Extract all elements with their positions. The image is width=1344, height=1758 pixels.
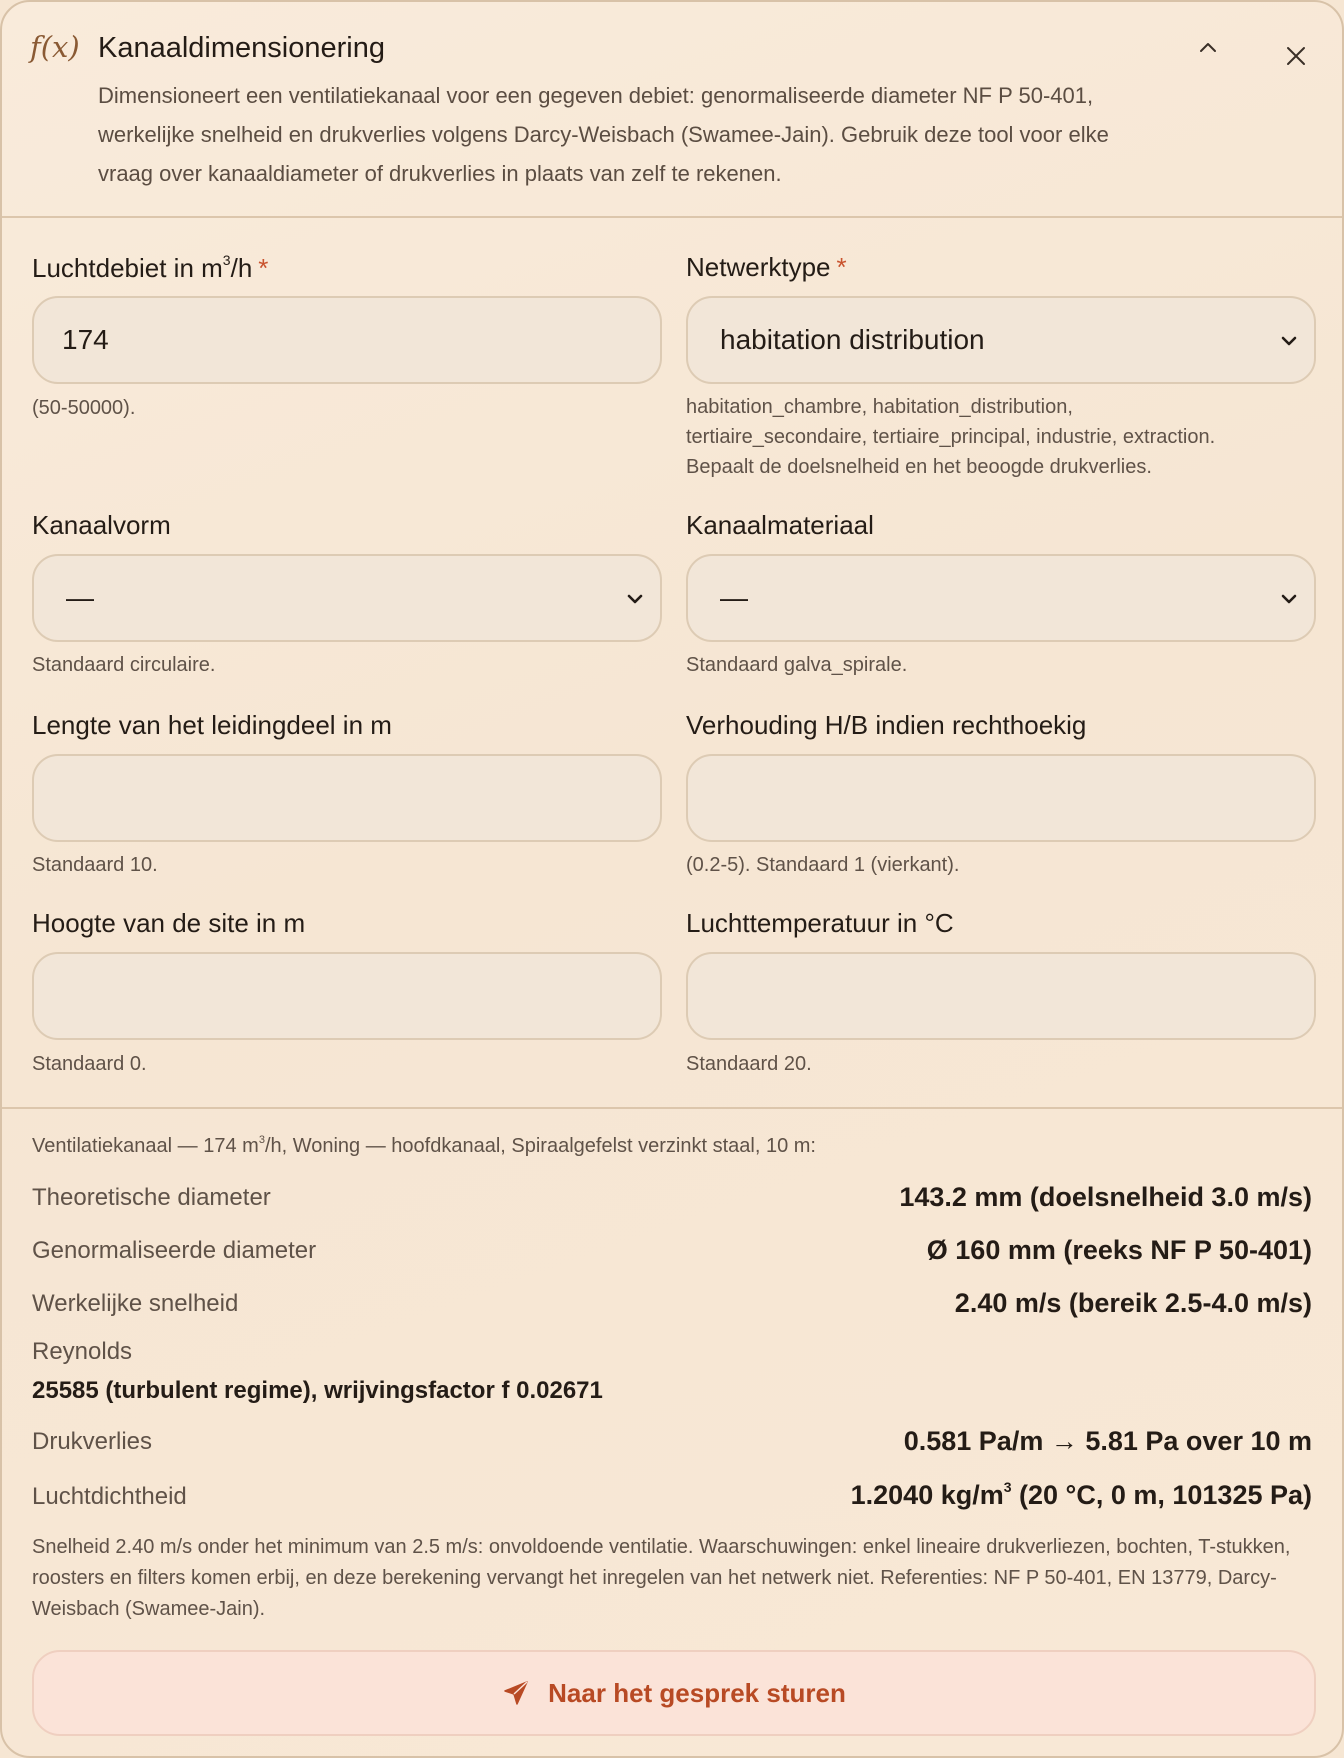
airflow-label-suffix: /h [230, 253, 253, 283]
ratio-label: Verhouding H/B indien rechthoekig [686, 710, 1087, 740]
air-density-value [851, 1479, 1312, 1511]
material-label: Kanaalmateriaal [686, 510, 874, 540]
altitude-input[interactable] [32, 952, 662, 1040]
airflow-hint: (50-50000). [32, 397, 136, 419]
material-hint: Standaard galva_spirale. [686, 654, 908, 676]
air-density-value-sup: 3 [1003, 1479, 1012, 1495]
length-hint: Standaard 10. [32, 854, 158, 876]
results-intro [32, 1134, 816, 1158]
required-mark: * [258, 253, 269, 283]
send-to-chat-button[interactable] [32, 1650, 1316, 1736]
actual-velocity-value: 2.40 m/s (bereik 2.5-4.0 m/s) [954, 1288, 1312, 1318]
airflow-label-sup: 3 [222, 252, 231, 268]
chevron-down-icon [624, 588, 646, 610]
network-hint-line: Bepaalt de doelsnelheid en het beoogde drukverlies. [686, 456, 1152, 478]
temperature-label: Luchttemperatuur in °C [686, 908, 954, 938]
air-density-label: Luchtdichtheid [32, 1483, 187, 1510]
collapse-button[interactable] [1192, 32, 1224, 64]
temperature-input[interactable] [686, 952, 1316, 1040]
close-icon [1285, 45, 1307, 67]
network-select-value: habitation distribution [720, 324, 985, 355]
results-intro-suffix: /h, Woning — hoofdkanaal, Spiraalgefelst verzinkt staal, 10 m: [264, 1135, 816, 1157]
temperature-hint: Standaard 20. [686, 1053, 812, 1075]
airflow-input[interactable] [32, 296, 662, 384]
network-hint [686, 392, 1215, 482]
ratio-hint: (0.2-5). Standaard 1 (vierkant). [686, 854, 960, 876]
chevron-down-icon [1278, 588, 1300, 610]
warning-text: Snelheid 2.40 m/s onder het minimum van 2.5 m/s: onvoldoende ventilatie. Waarschuwingen: enkel lineaire drukverliezen, bochten, T-stukken, roosters en filters komen erbij, en deze berekening vervangt het inregelen van het netwerk niet. Referenties: NF P 50-401, EN 13779, Darcy-Weisbach (Swamee-Jain). [32, 1536, 1291, 1620]
normalized-diameter-value: Ø 160 mm (reeks NF P 50-401) [926, 1235, 1312, 1265]
ratio-input[interactable] [686, 754, 1316, 842]
send-icon [502, 1679, 530, 1707]
results-divider [2, 1107, 1342, 1109]
network-hint-line: habitation_chambre, habitation_distribution, [686, 396, 1073, 418]
required-mark: * [836, 252, 847, 282]
send-button-label: Naar het gesprek sturen [548, 1677, 846, 1708]
material-select-value: — [720, 582, 748, 613]
shape-hint: Standaard circulaire. [32, 654, 216, 676]
material-select[interactable] [686, 554, 1316, 642]
pressure-loss-value: 0.581 Pa/m → 5.81 Pa over 10 m [903, 1426, 1312, 1456]
panel-title: Kanaaldimensionering [98, 32, 385, 64]
air-density-value-prefix: 1.2040 kg/m [850, 1480, 1004, 1510]
close-button[interactable] [1280, 40, 1312, 72]
length-input[interactable] [32, 754, 662, 842]
normalized-diameter-label: Genormaliseerde diameter [32, 1237, 317, 1264]
network-select[interactable] [686, 296, 1316, 384]
reynolds-label: Reynolds [32, 1338, 133, 1365]
length-label: Lengte van het leidingdeel in m [32, 710, 392, 740]
airflow-input-value: 174 [62, 324, 109, 355]
airflow-label-text: Luchtdebiet in m [32, 253, 223, 283]
network-label [686, 252, 847, 283]
shape-label: Kanaalvorm [32, 510, 171, 540]
results-intro-sup: 3 [258, 1134, 265, 1146]
chevron-up-icon [1197, 37, 1219, 59]
shape-select-value: — [66, 582, 94, 613]
shape-select[interactable] [32, 554, 662, 642]
chevron-down-icon [1278, 330, 1300, 352]
air-density-value-suffix: (20 °C, 0 m, 101325 Pa) [1011, 1480, 1312, 1510]
results-intro-prefix: Ventilatiekanaal — 174 m [32, 1135, 259, 1157]
panel-header [2, 2, 1342, 218]
reynolds-value: 25585 (turbulent regime), wrijvingsfactor f 0.02671 [32, 1377, 603, 1404]
pressure-loss-label: Drukverlies [32, 1428, 153, 1455]
network-label-text: Netwerktype [686, 252, 831, 282]
function-icon: f(x) [30, 30, 80, 64]
altitude-label: Hoogte van de site in m [32, 908, 306, 938]
network-hint-line: tertiaire_secondaire, tertiaire_principal, industrie, extraction. [686, 426, 1216, 448]
airflow-label [32, 252, 268, 284]
altitude-hint: Standaard 0. [32, 1053, 147, 1075]
theoretical-diameter-label: Theoretische diameter [32, 1184, 271, 1211]
panel-description: Dimensioneert een ventilatiekanaal voor een gegeven debiet: genormaliseerde diameter NF P 50-401, werkelijke snelheid en drukverlies volgens Darcy-Weisbach (Swamee-Jain). Gebruik deze tool voor elke vraag over kanaaldiameter of drukverlies in plaats van zelf te rekenen. [98, 83, 1109, 186]
theoretical-diameter-value: 143.2 mm (doelsnelheid 3.0 m/s) [899, 1182, 1312, 1212]
actual-velocity-label: Werkelijke snelheid [32, 1290, 239, 1317]
